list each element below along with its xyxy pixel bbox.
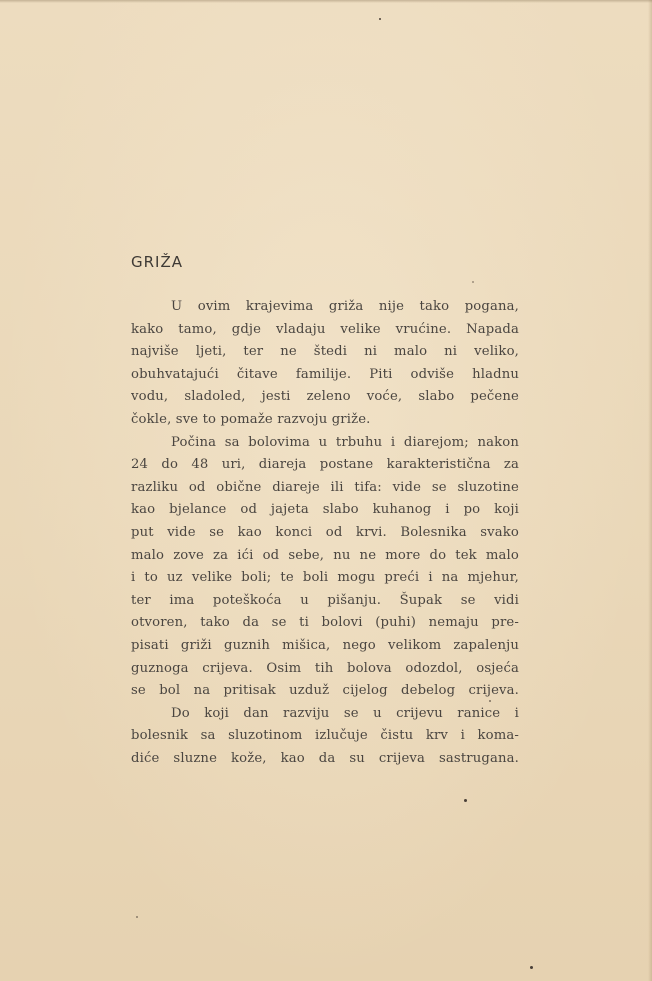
text-line: kao bjelance od jajeta slabo kuhanog i po koji — [131, 502, 519, 518]
text-line: malo zove za ići od sebe, nu ne more do tek malo — [131, 547, 519, 563]
paper-speck — [472, 281, 474, 283]
paper-speck — [136, 916, 138, 918]
chapter-title: GRIŽA — [131, 253, 184, 271]
text-line: obuhvatajući čitave familije. Piti odviše hladnu — [131, 366, 519, 382]
text-line: se bol na pritisak uzduž cijelog debelog crijeva. — [131, 683, 519, 699]
paper-speck — [379, 18, 381, 20]
page-right-edge — [648, 0, 652, 981]
text-line: U ovim krajevima griža nije tako pogana, — [171, 299, 519, 314]
text-line: i to uz velike boli; te boli mogu preći i na mjehur, — [131, 570, 519, 586]
paper-speck — [530, 966, 533, 969]
text-line: čokle, sve to pomaže razvoju griže. — [131, 411, 371, 427]
body-text — [131, 296, 519, 770]
text-line: pisati griži guznih mišica, nego velikom zapalenju — [131, 637, 519, 653]
text-line: guznoga crijeva. Osim tih bolova odozdol, osjeća — [131, 660, 519, 676]
text-line: 24 do 48 uri, diareja postane karakteristična za — [131, 457, 519, 473]
text-line: otvoren, tako da se ti bolovi (puhi) nemaju pre- — [131, 615, 519, 631]
text-line: kako tamo, gdje vladaju velike vrućine. Napada — [131, 321, 519, 337]
text-line: bolesnik sa sluzotinom izlučuje čistu krv i koma- — [131, 728, 519, 744]
paper-speck — [464, 799, 467, 802]
text-line: Počina sa bolovima u trbuhu i diarejom; nakon — [171, 434, 519, 450]
text-line: ter ima poteškoća u pišanju. Šupak se vidi — [131, 592, 519, 608]
text-line: put vide se kao konci od krvi. Bolesnika svako — [131, 524, 519, 540]
text-line: razliku od obične diareje ili tifa: vide se sluzotine — [131, 479, 519, 495]
page-top-edge — [0, 0, 652, 3]
text-line: najviše ljeti, ter ne štedi ni malo ni veliko, — [131, 344, 519, 360]
paper-speck — [489, 700, 491, 702]
text-line: diće sluzne kože, kao da su crijeva sastrugana. — [131, 750, 519, 766]
text-line: Do koji dan razviju se u crijevu ranice i — [171, 705, 519, 721]
text-line: vodu, sladoled, jesti zeleno voće, slabo pečene — [131, 389, 519, 405]
